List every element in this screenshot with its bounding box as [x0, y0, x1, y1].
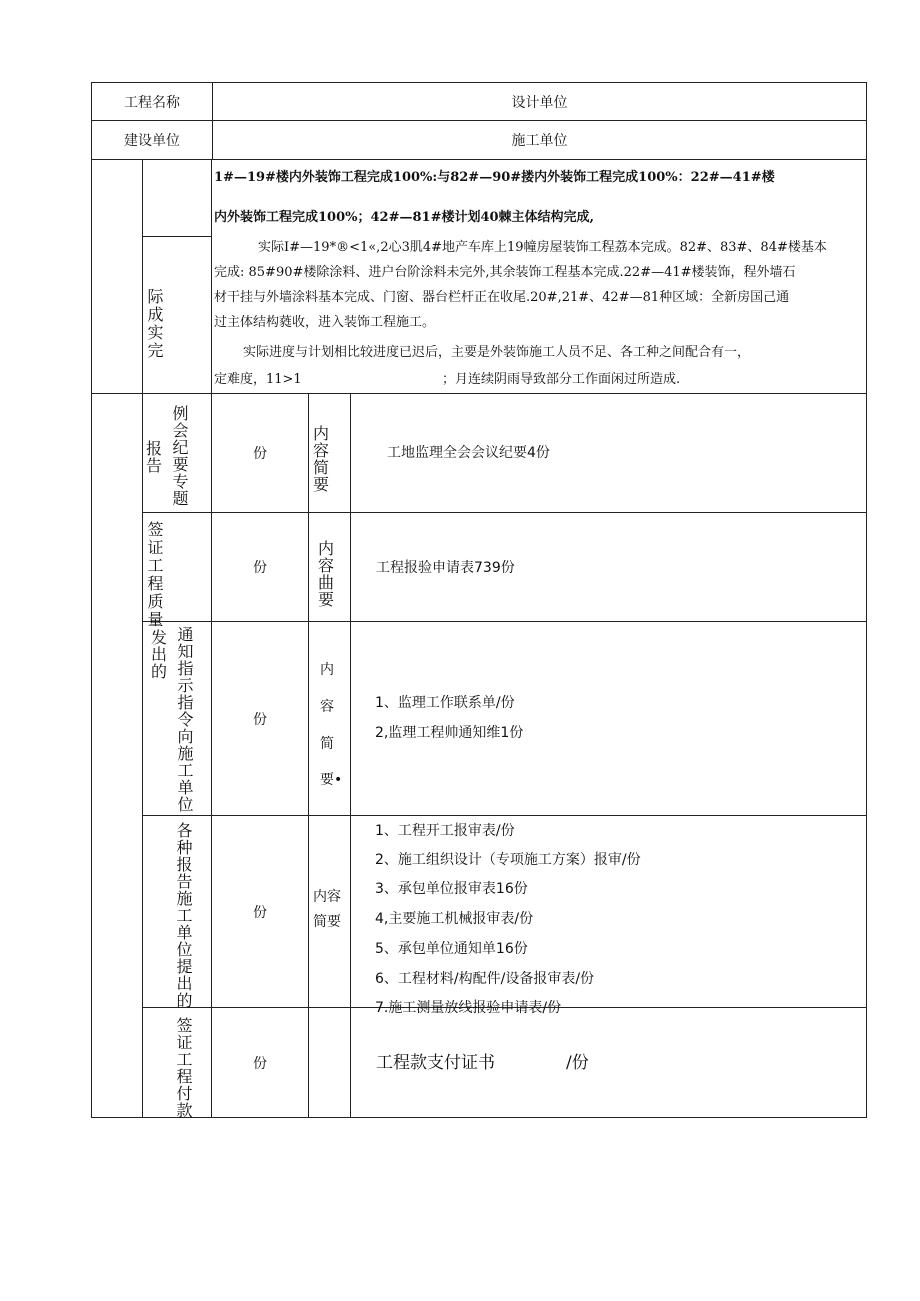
row3-item-2: 2,监理工程帅通知维1份: [375, 725, 524, 741]
row4-item-6: 6、工程材料/构配件/设备报审表/份: [375, 971, 595, 987]
row4-item-3: 3、承包单位报审表16份: [375, 881, 528, 897]
actual-para1-line-2: 完成: 85#90#楼除涂料、进户台阶涂料未完外,其余装饰工程基本完成.22#—41#楼装饰，程外墙石: [214, 265, 796, 280]
row3-content-label-1: 内: [320, 662, 334, 678]
col1-divider: [142, 159, 143, 1118]
progress-bottom-line: [91, 393, 867, 394]
actual-para1-line-4: 过主体结构蕤收，进入装饰工程施工。: [214, 315, 436, 330]
row4-item-7: 7.施工测量放线报验申请表/份: [375, 1000, 562, 1016]
table-border-right: [866, 82, 867, 1118]
row3-inner-label: 通知指示指令向施工单位: [177, 625, 194, 814]
row1-outer-label: 报告: [146, 439, 163, 475]
design-unit-label: 设计单位: [511, 94, 568, 111]
row5-item-1: 工程款支付证书: [376, 1053, 495, 1073]
row5-inner-label-clip: [168, 1010, 208, 1120]
row4-inner-label-clip: [168, 820, 208, 1010]
row3-outer-label: 发出的: [151, 628, 168, 681]
row2-content-label: 内容曲要: [318, 539, 335, 609]
row4-item-1: 1、工程开工报审表/份: [375, 823, 515, 839]
construction-owner-label: 建设单位: [124, 133, 180, 149]
row4-content-label: 内容简要: [313, 889, 341, 930]
row4-item-5: 5、承包单位通知单16份: [375, 941, 528, 957]
actual-para2-line-1: 实际进度与计划相比较进度已迟后，主要是外装饰施工人员不足、各工种之间配合有一，: [243, 345, 751, 360]
header-bottom-line: [91, 159, 867, 160]
row5-inner-label: 签证工程付款: [176, 1016, 193, 1120]
table-border-bottom: [91, 1117, 867, 1118]
row3-content-label-2: 容: [320, 699, 334, 715]
actual-para1-line-3: 材干挂与外墙涂料基本完成、门窗、器台栏杆正在收尾.20#,21#、42#—81种区域：全新房国己通: [214, 290, 790, 305]
row4-unit: 份: [253, 904, 267, 921]
row3-content-label-3: 简: [320, 736, 334, 752]
row3-unit: 份: [253, 711, 267, 728]
row1-unit: 份: [253, 446, 267, 462]
actual-para2-line-2a: 定难度，11>1: [214, 372, 302, 387]
row4-item-2: 2、施工组织设计（专项施工方案）报审/份: [375, 852, 641, 868]
row2-unit: 份: [253, 560, 267, 576]
row1-item-1: 工地监理全会会议纪要4份: [387, 445, 550, 461]
project-name-label: 工程名称: [124, 94, 180, 111]
row5-item-2: /份: [566, 1053, 589, 1073]
row3-content-label-4: 要•: [320, 772, 343, 788]
row1-content-label: 内容简要: [313, 424, 330, 494]
contractor-label: 施工单位: [511, 133, 568, 149]
row4-item-4: 4,主要施工机械报审表/份: [375, 911, 534, 927]
plan-line-2: 内外装饰工程完成100%；42#—81#楼计划40棘主体结构完成,: [214, 210, 595, 225]
row2-item-1: 工程报验申请表739份: [376, 560, 515, 576]
table-border-left: [91, 82, 92, 1118]
row5-unit: 份: [253, 1055, 267, 1072]
plan-line-1: 1#—19#楼内外装饰工程完成100%:与82#—90#搂内外装饰工程完成100%：22#—41#楼: [214, 170, 775, 185]
row1-inner-label: 例会纪要专题: [172, 404, 189, 508]
progress-sub-line: [142, 236, 212, 237]
row4-items-clip: [352, 816, 866, 1016]
col3-divider: [308, 393, 309, 1118]
actual-para2-line-2b: ；月连续阴雨导致部分工作面闲过所造成.: [442, 372, 681, 387]
row2-inner-label: 签证工程质量: [147, 520, 164, 629]
row3-item-1: 1、监理工作联系单/份: [375, 695, 515, 711]
row4-inner-label: 各种报告施工单位提出的: [176, 821, 193, 1010]
progress-side-label: 际成实完: [147, 287, 164, 360]
actual-para1-line-1: 实际I#—19*®<1«,2心3肌4#地产车库上19幢房屋装饰工程荔本完成。82#、83#、84#楼基本: [258, 240, 827, 255]
col4-divider: [350, 393, 351, 1118]
